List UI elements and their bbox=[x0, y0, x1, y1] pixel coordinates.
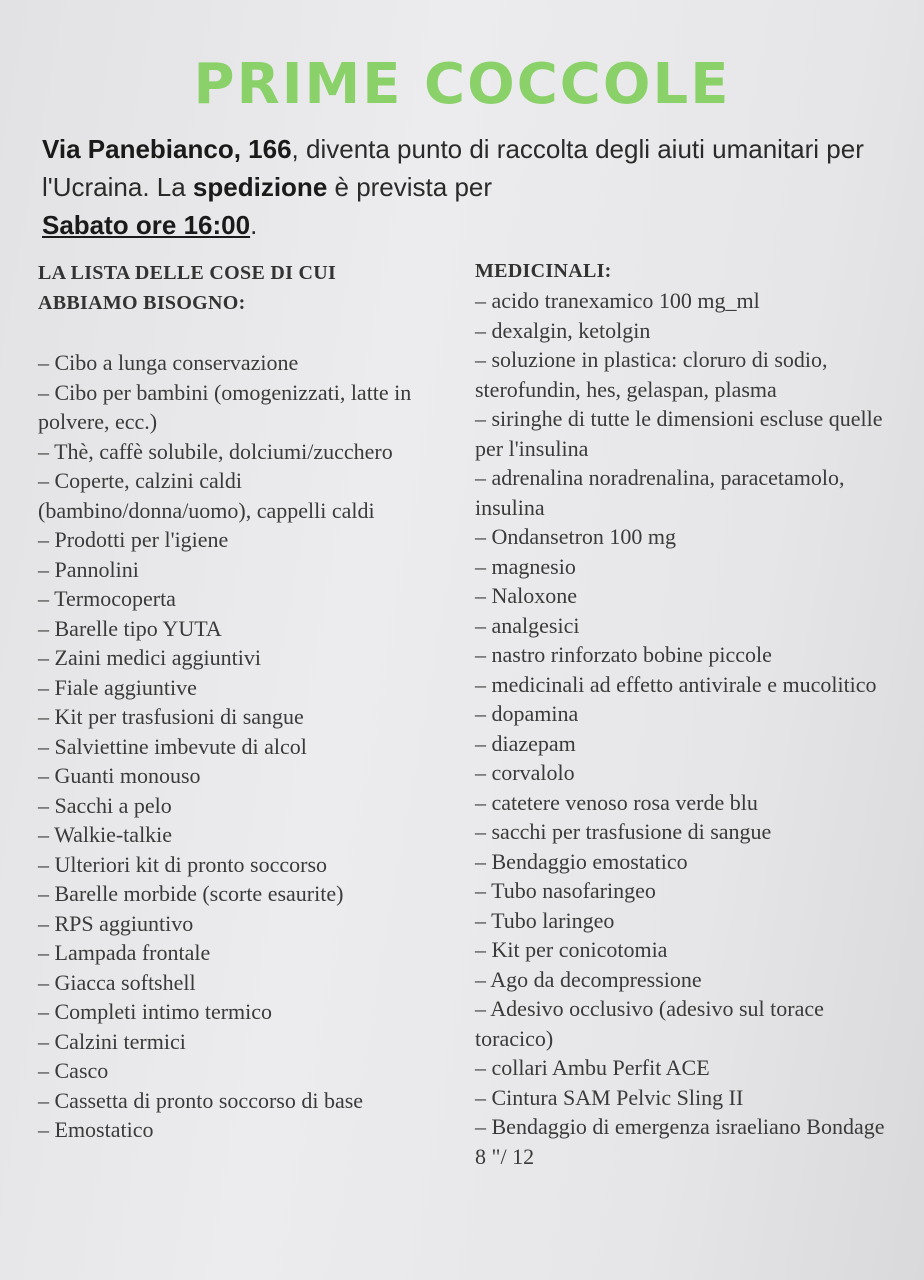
list-item: – Prodotti per l'igiene bbox=[38, 527, 229, 552]
list-item: – medicinali ad effetto antivirale e mucolitico bbox=[475, 671, 877, 697]
list-item: – acido tranexamico 100 mg_ml bbox=[475, 288, 760, 313]
list-item: – corvalolo bbox=[475, 760, 575, 785]
list-item: – siringhe di tutte le dimensioni escluse quelle per l'insulina bbox=[475, 406, 883, 461]
list-item: – Walkie-talkie bbox=[38, 822, 173, 847]
list-item: – Giacca softshell bbox=[38, 969, 196, 995]
intro-text-1: , diventa punto di raccolta degli aiuti umanitari per l'Ucraina. La bbox=[42, 134, 864, 202]
list-item: – Cibo per bambini (omogenizzati, latte in polvere, ecc.) bbox=[38, 379, 412, 434]
list-item: – Ulteriori kit di pronto soccorso bbox=[38, 851, 328, 877]
address: Via Panebianco, 166 bbox=[42, 134, 292, 164]
needs-heading-line-2: ABBIAMO BISOGNO: bbox=[38, 292, 246, 314]
list-item: – collari Ambu Perfit ACE bbox=[475, 1055, 710, 1080]
list-item: – Lampada frontale bbox=[38, 940, 211, 965]
list-item: – Guanti monouso bbox=[38, 763, 201, 788]
list-item: – Kit per conicotomia bbox=[475, 937, 668, 962]
list-item: – Tubo laringeo bbox=[475, 907, 615, 933]
list-item: – soluzione in plastica: cloruro di sodio, sterofundin, hes, gelaspan, plasma bbox=[475, 347, 828, 402]
list-item: – Completi intimo termico bbox=[38, 999, 273, 1024]
list-item: – dexalgin, ketolgin bbox=[475, 317, 651, 343]
intro-paragraph bbox=[42, 130, 882, 244]
list-item: – Salviettine imbevute di alcol bbox=[38, 733, 307, 759]
list-item: – Barelle tipo YUTA bbox=[38, 615, 222, 641]
needs-list-heading bbox=[38, 258, 428, 318]
intro-end: . bbox=[250, 210, 258, 240]
pickup-date: Sabato ore 16:00 bbox=[42, 210, 251, 240]
list-item: – Coperte, calzini caldi (bambino/donna/uomo), cappelli caldi bbox=[38, 468, 375, 523]
medicines-column bbox=[475, 256, 895, 1171]
list-item: – adrenalina noradrenalina, paracetamolo, insulina bbox=[475, 465, 845, 520]
list-item: – Ago da decompressione bbox=[475, 966, 702, 992]
list-item: – Cibo a lunga conservazione bbox=[38, 350, 299, 375]
list-item: – Thè, caffè solubile, dolciumi/zucchero bbox=[38, 438, 393, 464]
list-item: – Adesivo occlusivo (adesivo sul torace toracico) bbox=[475, 996, 824, 1051]
intro-text-2: è prevista per bbox=[327, 172, 493, 202]
list-item: – Termocoperta bbox=[38, 586, 176, 611]
list-item: – Emostatico bbox=[38, 1117, 154, 1142]
list-item: – nastro rinforzato bobine piccole bbox=[475, 642, 772, 667]
list-item: – Pannolini bbox=[38, 556, 139, 582]
list-item: – diazepam bbox=[475, 730, 576, 756]
list-item: – analgesici bbox=[475, 612, 580, 638]
list-item: – RPS aggiuntivo bbox=[38, 910, 194, 936]
list-item: – Naloxone bbox=[475, 583, 578, 608]
list-item: – Casco bbox=[38, 1058, 109, 1083]
list-item: – Bendaggio di emergenza israeliano Bondage 8 "/ 12 bbox=[475, 1114, 885, 1169]
list-item: – Kit per trasfusioni di sangue bbox=[38, 704, 304, 729]
list-item: – Bendaggio emostatico bbox=[475, 848, 688, 874]
flyer-title: PRIME COCCOLE bbox=[193, 52, 731, 117]
list-item: – Barelle morbide (scorte esaurite) bbox=[38, 881, 344, 906]
list-item: – sacchi per trasfusione di sangue bbox=[475, 819, 772, 844]
list-item: – Fiale aggiuntive bbox=[38, 674, 197, 700]
medicines-heading: MEDICINALI: bbox=[475, 260, 612, 282]
list-item: – Zaini medici aggiuntivi bbox=[38, 645, 262, 670]
list-item: – Cintura SAM Pelvic Sling II bbox=[475, 1084, 744, 1110]
medicines-list bbox=[475, 286, 895, 1171]
list-item: – dopamina bbox=[475, 701, 579, 726]
list-item: – Ondansetron 100 mg bbox=[475, 524, 677, 549]
intro-emphasis: spedizione bbox=[192, 172, 328, 202]
list-item: – Calzini termici bbox=[38, 1028, 186, 1054]
needs-list bbox=[38, 348, 428, 1145]
list-item: – Sacchi a pelo bbox=[38, 792, 172, 818]
list-item: – Tubo nasofaringeo bbox=[475, 878, 656, 903]
list-item: – Cassetta di pronto soccorso di base bbox=[38, 1087, 364, 1113]
needs-list-column bbox=[38, 258, 428, 1145]
needs-heading-line-1: LA LISTA DELLE COSE DI CUI bbox=[38, 262, 337, 284]
list-item: – catetere venoso rosa verde blu bbox=[475, 789, 758, 815]
list-item: – magnesio bbox=[475, 553, 576, 579]
